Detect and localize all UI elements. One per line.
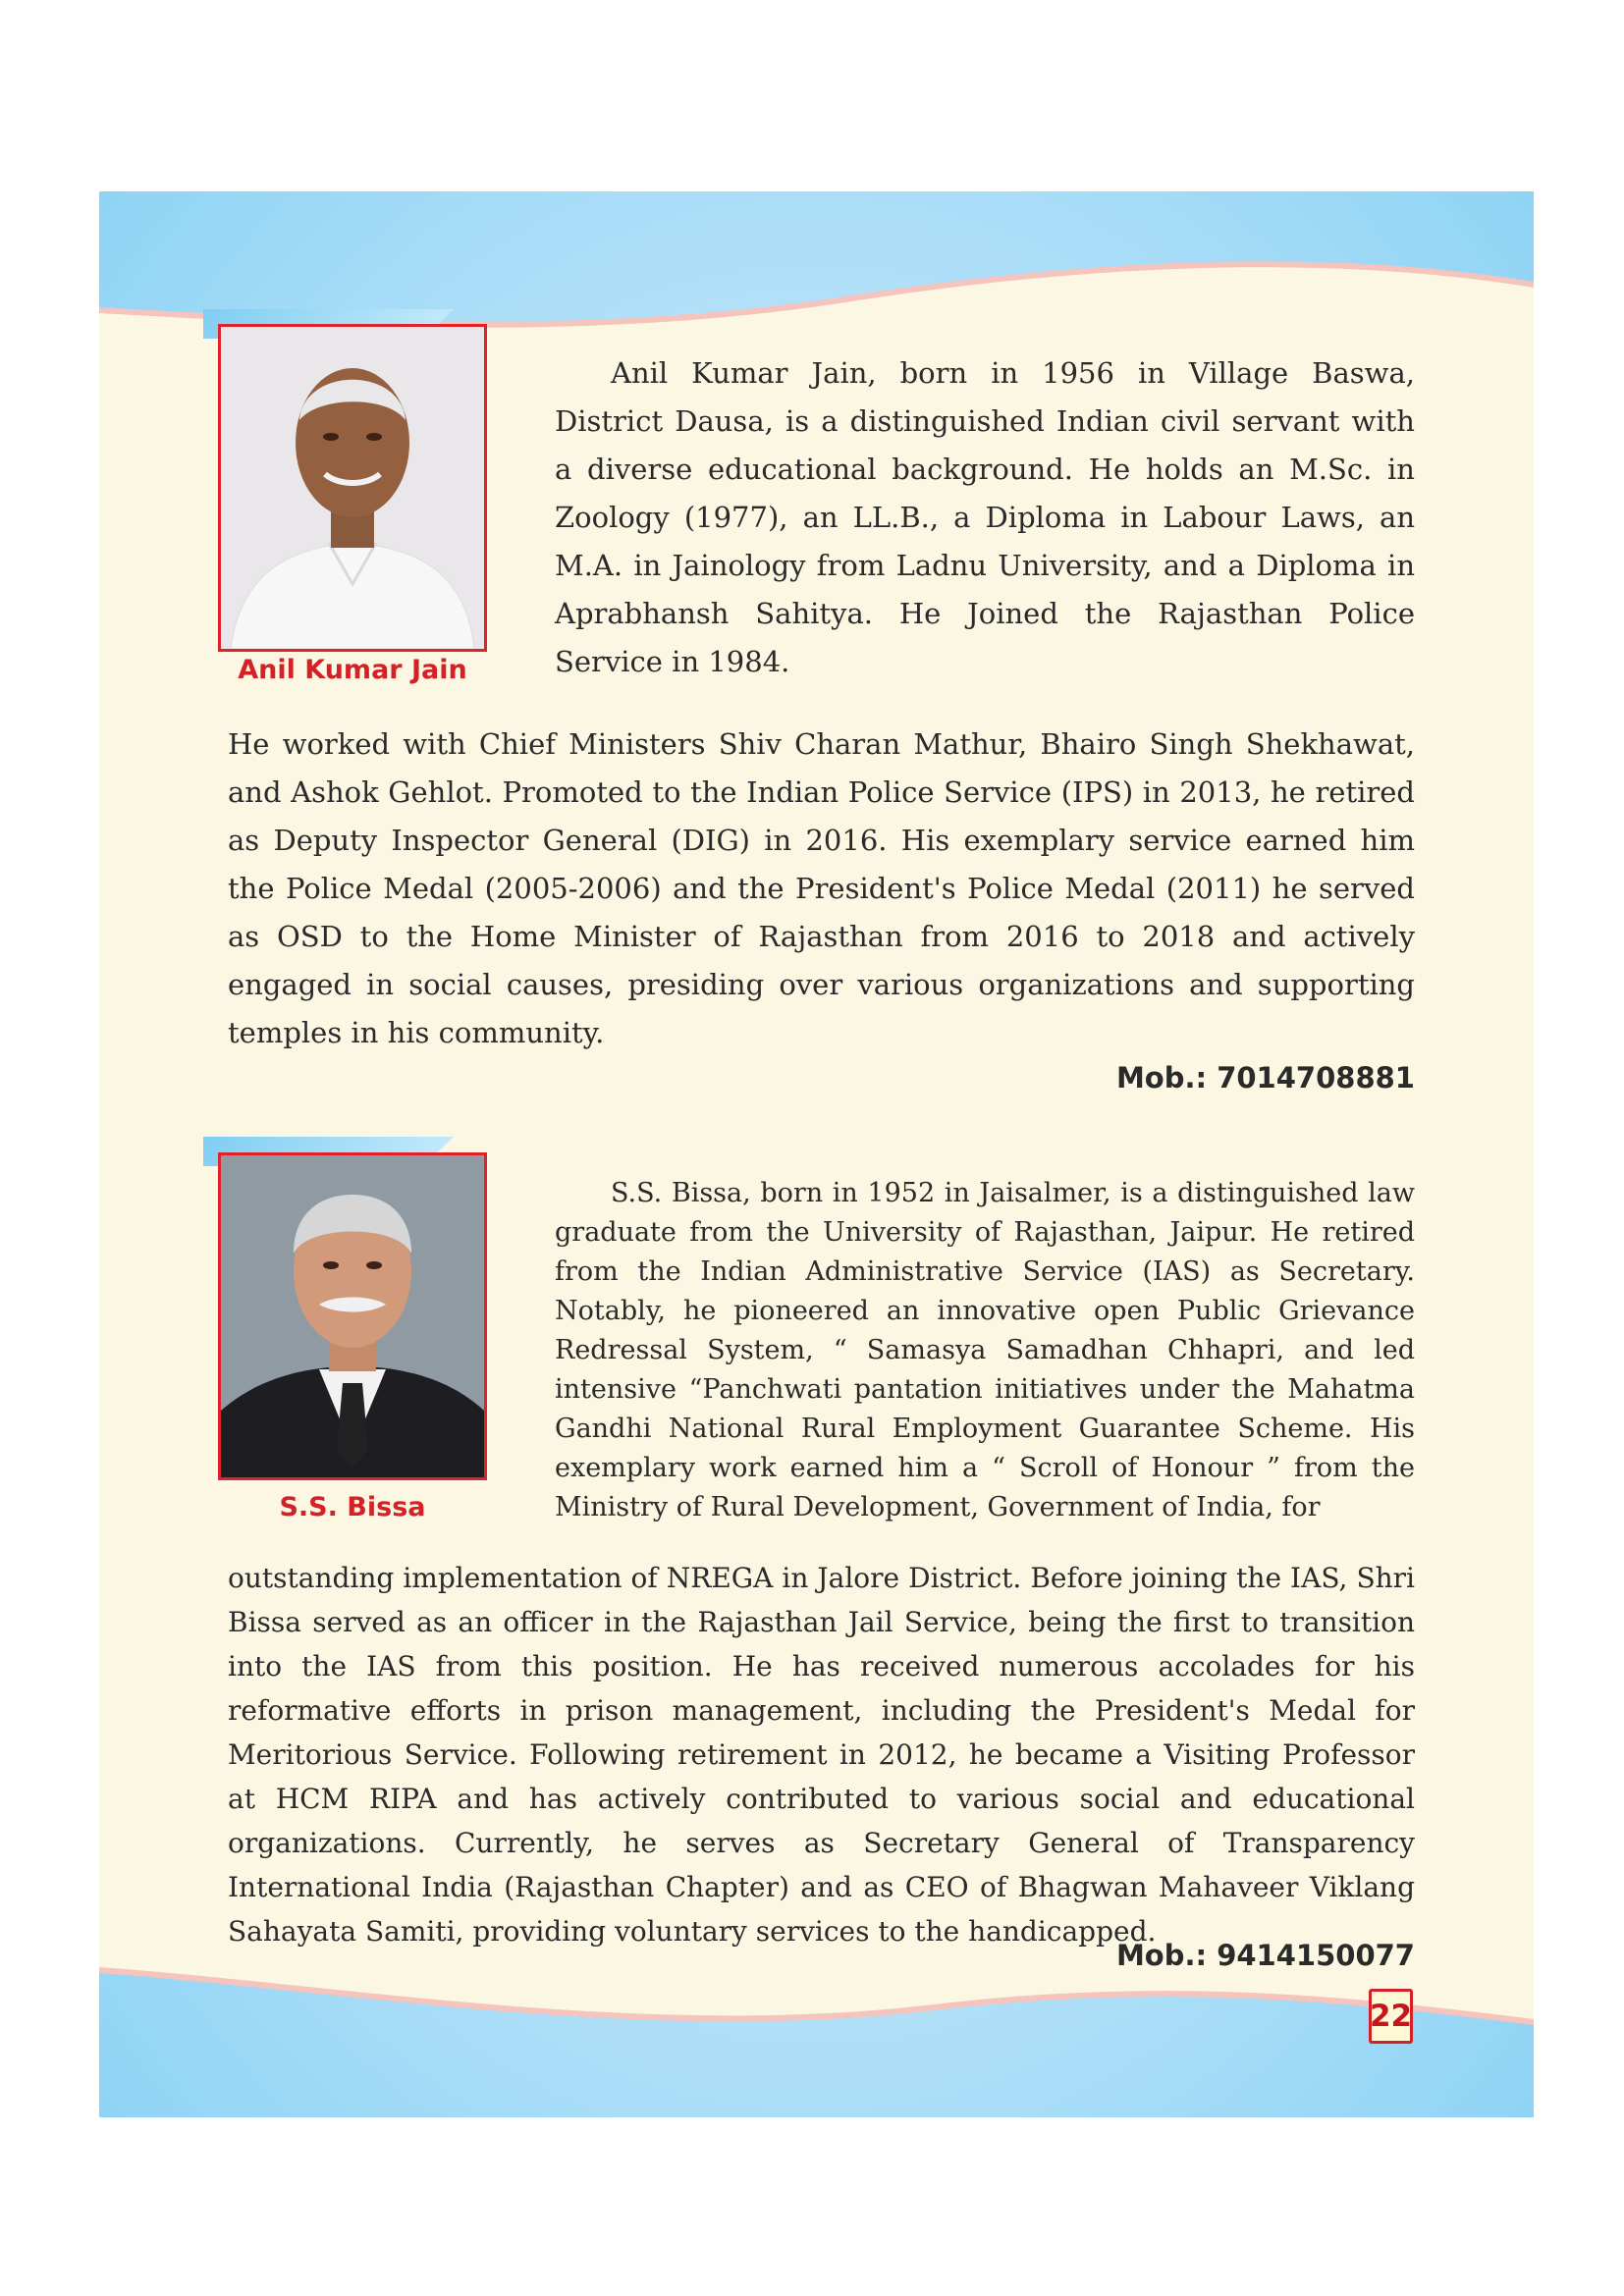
profile-body-text	[228, 1556, 1415, 1953]
mobile-number: Mob.: 7014708881	[1115, 1061, 1415, 1095]
profile-intro-text	[555, 1174, 1415, 1527]
mobile-number: Mob.: 9414150077	[1115, 1939, 1415, 1972]
portrait-illustration	[221, 327, 484, 649]
profile-body-text	[228, 721, 1415, 1057]
page-number: 22	[1369, 1989, 1413, 2044]
intro-paragraph: Anil Kumar Jain, born in 1956 in Village Baswa, District Dausa, is a distinguished Indian civil servant with a diverse educational background. He holds an M.Sc. in Zoology (1977), an LL.B., a Diploma in Labour Laws, an M.A. in Jainology from Ladnu University, and a Diploma in Aprabhansh Sahitya. He Joined the Rajasthan Police Service in 1984.	[555, 356, 1415, 678]
body-paragraph: outstanding implementation of NREGA in Jalore District. Before joining the IAS, Shri Bissa served as an officer in the Rajasthan Jail Service, being the first to transition into the IAS from this position. He has received numerous accolades for his reformative efforts in prison management, including the President's Medal for Meritorious Service. Following retirement in 2012, he became a Visiting Professor at HCM RIPA and has actively contributed to various social and educational organizations. Currently, he serves as Secretary General of Transparency International India (Rajasthan Chapter) and as CEO of Bhagwan Mahaveer Viklang Sahayata Samiti, providing voluntary services to the handicapped.	[228, 1562, 1415, 1948]
portrait-photo-ss-bissa	[218, 1152, 487, 1480]
intro-paragraph: S.S. Bissa, born in 1952 in Jaisalmer, is a distinguished law graduate from the University of Rajasthan, Jaipur. He retired from the Indian Administrative Service (IAS) as Secretary. Notably, he pioneered an innovative open Public Grievance Redressal System, “ Samasya Samadhan Chhapri, and led intensive “Panchwati pantation initiatives under the Mahatma Gandhi National Rural Employment Guarantee Scheme. His exemplary work earned him a “ Scroll of Honour ” from the Ministry of Rural Development, Government of India, for	[555, 1178, 1415, 1522]
body-paragraph: He worked with Chief Ministers Shiv Charan Mathur, Bhairo Singh Shekhawat, and Ashok Gehlot. Promoted to the Indian Police Service (IPS) in 2013, he retired as Deputy Inspector General (DIG) in 2016. His exemplary service earned him the Police Medal (2005-2006) and the President's Police Medal (2011) he served as OSD to the Home Minister of Rajasthan from 2016 to 2018 and actively engaged in social causes, presiding over various organizations and supporting temples in his community.	[228, 727, 1415, 1049]
profile-intro-text	[555, 349, 1415, 686]
profile-name-caption: Anil Kumar Jain	[238, 655, 467, 685]
profile-name-caption: S.S. Bissa	[279, 1492, 426, 1522]
portrait-illustration	[221, 1155, 484, 1477]
portrait-photo-anil-kumar-jain	[218, 324, 487, 652]
